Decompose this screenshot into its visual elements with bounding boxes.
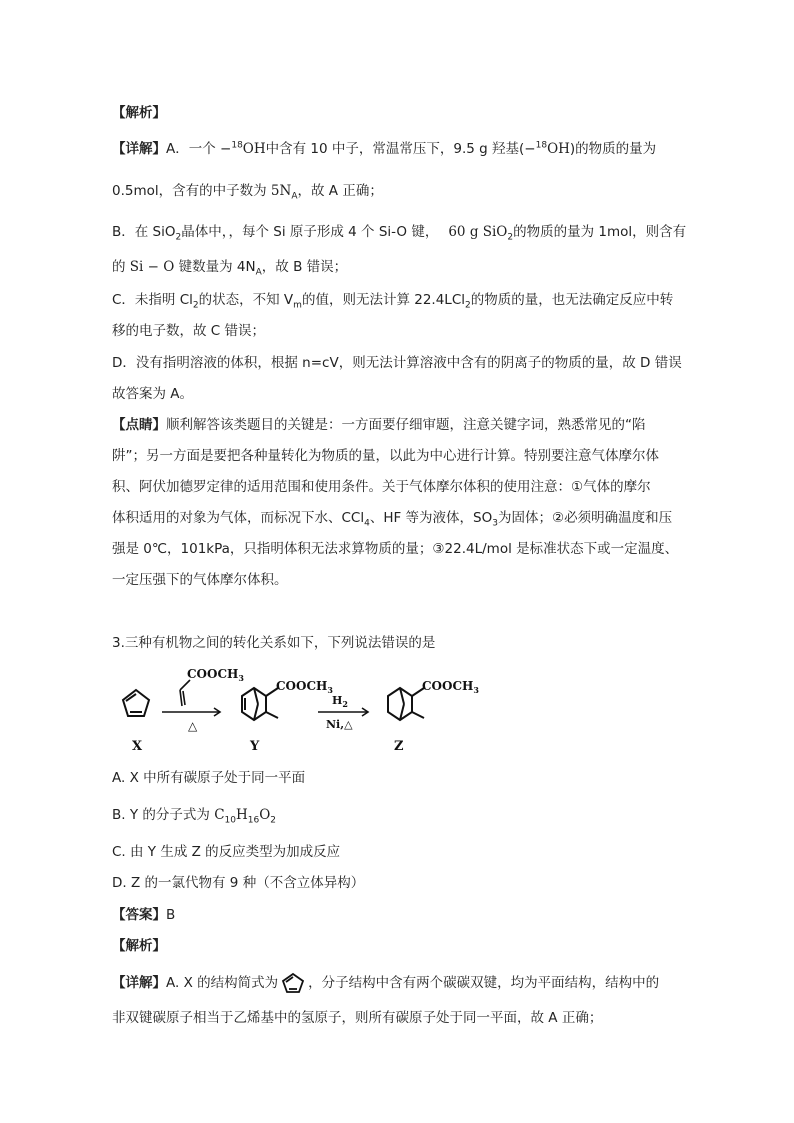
molecule-y	[242, 688, 278, 720]
tip-tag: 【点睛】	[112, 417, 166, 433]
text: 的物质的量为 1mol，则含有	[513, 224, 687, 240]
na-symbol: 5N	[270, 183, 292, 199]
tip-line-5: 强是 0℃，101kPa，只指明体积无法求算物质的量；③22.4L/mol 是标准状态下或一定温度、	[112, 541, 679, 557]
sub: 4	[364, 518, 370, 529]
text: 键数量为 4N	[174, 259, 256, 275]
sub: A	[255, 267, 262, 278]
label-z: Z	[394, 739, 404, 754]
sub: 16	[247, 815, 260, 826]
text: 的值，则无法计算 22.4LCl	[301, 292, 466, 308]
text: 0.5mol，含有的中子数为	[112, 183, 271, 199]
answer-line	[112, 906, 175, 924]
analysis-header-2: 【解析】	[112, 938, 166, 954]
isotope-sup: 18	[535, 140, 548, 151]
detail-d-line-1: D．没有指明溶液的体积，根据 n=cV，则无法计算溶液中含有的阴离子的物质的量，故 D 错误	[112, 355, 682, 371]
label-y: Y	[250, 739, 260, 754]
sub: 2	[175, 232, 182, 243]
molecule-z	[388, 688, 424, 720]
answer-tag: 【答案】	[112, 907, 166, 923]
sub: 3	[492, 518, 498, 529]
text: 晶体中，，每个 Si 原子形成 4 个 Si-O 键，	[181, 224, 439, 240]
y-ester-label: $COOCH_3$	[276, 679, 333, 695]
label-x: X	[132, 739, 143, 754]
text: C．未指明 Cl	[112, 292, 193, 308]
formula-c: C	[214, 807, 225, 823]
text: 中含有 10 中子，常温常压下，9.5 g 羟基(−	[265, 141, 536, 157]
answer-value: B	[166, 907, 176, 923]
text: ，故 A 正确；	[297, 183, 383, 199]
reaction-scheme	[112, 660, 492, 755]
arrow-1	[162, 708, 220, 716]
reagent-methyl-acrylate	[180, 680, 190, 706]
text: 的物质的量，也无法确定反应中转	[470, 292, 674, 308]
text: )的物质的量为	[569, 141, 657, 157]
option-a: A. X 中所有碳原子处于同一平面	[112, 770, 306, 786]
detail-tag: 【详解】	[112, 975, 166, 991]
sub: 2	[507, 232, 514, 243]
isotope-sup: 18	[231, 140, 243, 151]
detail-q3-line-2: 非双键碳原子相当于乙烯基中的氢原子，则所有碳原子处于同一平面，故 A 正确；	[112, 1010, 603, 1026]
text: ，分子结构中含有两个碳碳双键，均为平面结构，结构中的	[308, 975, 660, 991]
text: ，故 B 错误；	[261, 259, 348, 275]
text: A．一个 −	[166, 141, 232, 157]
option-c: C. 由 Y 生成 Z 的反应类型为加成反应	[112, 844, 341, 860]
tip-line-1	[112, 416, 646, 434]
tip-line-2: 阱”；另一方面是要把各种量转化为物质的量，以此为中心进行计算。特别要注意气体摩尔体	[112, 448, 659, 464]
arrow-2	[318, 708, 368, 716]
sub: m	[293, 300, 302, 311]
text: 的状态，不知 V	[198, 292, 294, 308]
detail-c-line-2: 移的电子数，故 C 错误；	[112, 323, 266, 339]
formula-o: O	[259, 807, 271, 823]
tip-line-3: 积、阿伏加德罗定律的适用范围和使用条件。关于气体摩尔体积的使用注意：①气体的摩尔	[112, 479, 651, 495]
z-ester-label: $COOCH_3$	[422, 679, 479, 695]
oh-symbol: OH	[547, 141, 570, 157]
text: B. Y 的分子式为	[112, 807, 215, 823]
text: 、HF 等为液体，SO	[369, 510, 493, 526]
arrow-2-reagent: $H_2$	[332, 694, 348, 709]
text: 体积适用的对象为气体，而标况下水、CCl	[112, 510, 365, 526]
text: 为固体；②必须明确温度和压	[497, 510, 673, 526]
detail-b-line-2	[112, 258, 347, 276]
bond-expression: Si − O	[129, 259, 175, 275]
sub: 2	[270, 815, 277, 826]
option-b	[112, 806, 276, 824]
option-d: D. Z 的一氯代物有 9 种（不含立体异构）	[112, 875, 365, 891]
sub: 2	[192, 300, 199, 311]
detail-b-line-1	[112, 223, 686, 241]
reagent-label: $COOCH_3$	[187, 667, 244, 683]
detail-a-line-1	[112, 140, 656, 158]
text: A. X 的结构简式为	[166, 975, 279, 991]
detail-q3-line-1	[112, 972, 659, 994]
detail-a-line-2	[112, 182, 383, 200]
text: 顺利解答该类题目的关键是：一方面要仔细审题，注意关键字词，熟悉常见的“陷	[166, 417, 646, 433]
detail-d-line-2: 故答案为 A。	[112, 386, 194, 402]
oh-symbol: OH	[242, 141, 266, 157]
question-3-stem: 3.三种有机物之间的转化关系如下，下列说法错误的是	[112, 635, 436, 651]
tip-line-6: 一定压强下的气体摩尔体积。	[112, 572, 288, 588]
formula-h: H	[235, 807, 248, 823]
analysis-header: 【解析】	[112, 105, 166, 121]
cyclopentadiene-structure-icon	[280, 972, 306, 994]
text: 的	[112, 259, 130, 275]
tip-line-4	[112, 509, 672, 527]
molecule-x	[123, 690, 149, 716]
sub: 10	[224, 815, 236, 826]
detail-tag: 【详解】	[112, 141, 166, 157]
detail-c-line-1	[112, 291, 673, 309]
mass-expression: 60 g SiO	[448, 224, 508, 240]
arrow-1-condition: △	[188, 719, 198, 733]
arrow-2-catalyst: Ni,△	[326, 718, 353, 731]
sub: 2	[465, 300, 471, 311]
sub: A	[291, 191, 298, 202]
text: B．在 SiO	[112, 224, 176, 240]
